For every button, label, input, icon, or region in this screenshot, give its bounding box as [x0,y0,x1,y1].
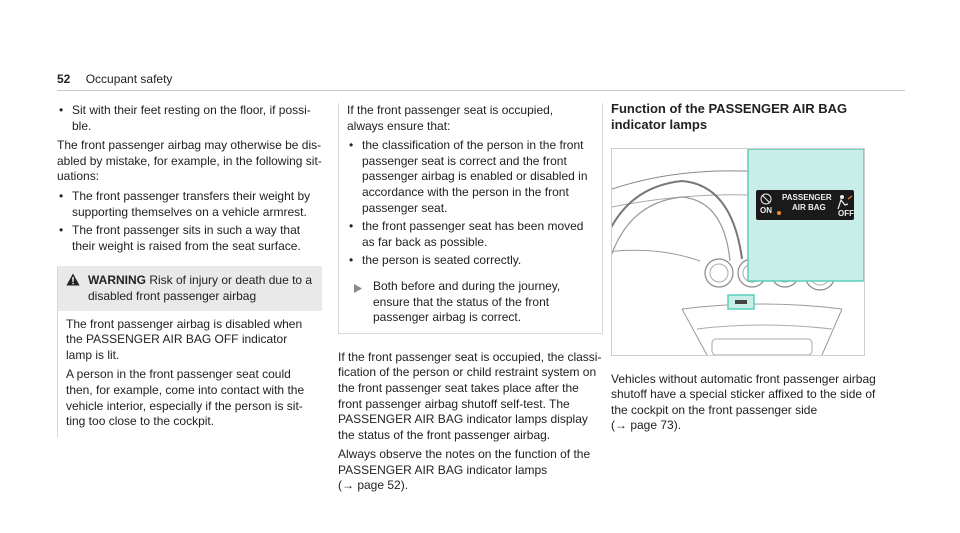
paragraph-text: Always observe the notes on the function of the PASSENGER AIR BAG indicator lamps [338,447,591,477]
warning-paragraph: A person in the front passenger seat could then, for example, come into contact with the vehicle interior, especially if the person is sit-ting too close to the cockpit. [66,367,305,429]
caption-text: Vehicles without automatic front passenger airbag shutoff have a special sticker affixed to the side of the cockpit on the front passenger side [611,371,876,417]
paragraph [338,447,603,494]
page-reference: (→ page 73). [611,418,682,433]
dashboard-illustration [612,149,864,355]
section-title: Occupant safety [85,72,173,86]
step-arrow-icon [354,282,362,298]
warning-text [88,273,314,304]
section-heading: Function of the PASSENGER AIR BAG indicator lamps [611,101,848,133]
warning-header [58,266,322,310]
indicator-off-label: OFF [838,208,854,218]
warning-triangle-icon [66,273,80,304]
dashboard-figure [611,148,865,356]
warning-paragraph: The front passenger airbag is disabled when the PASSENGER AIR BAG OFF indicator lamp is lit. [66,316,303,362]
list-item: • Sit with their feet resting on the floor, if possi-ble. [57,103,322,134]
bullet-list-top [57,103,322,134]
column-middle [338,103,603,498]
page-header [57,72,172,88]
header-divider [57,90,905,91]
column-left [57,103,322,438]
warning-body [58,311,322,438]
indicator-passenger-label: PASSENGER [782,192,832,202]
list-item: • the front passenger seat has been moved as far back as possible. [347,219,592,250]
step-text: Both before and during the journey, ensure that the status of the front passenger airbag is correct. [373,278,561,325]
list-item: • the classification of the person in the front passenger seat is correct and the front passenger airbag is enabled or disabled in accordance with the person in the front passenger seat. [347,138,592,216]
list-item: • the person is seated correctly. [347,253,592,269]
indicator-airbag-label: AIR BAG [792,202,826,212]
box-intro: If the front passenger seat is occupied, always ensure that: [347,103,554,133]
list-item: • The front passenger sits in such a way that their weight is raised from the seat surface. [57,223,322,254]
box-bullet-list [347,138,592,269]
figure-caption [611,372,876,434]
bullet-list [57,189,322,254]
instruction-step [347,279,592,326]
warning-label: WARNING [88,273,146,288]
warning-summary: Risk of injury or death due to a disabled front passenger airbag [88,273,313,303]
page-reference: (→ page 52). [338,478,409,493]
warning-box [57,266,322,437]
paragraph: The front passenger airbag may otherwise be dis-abled by mistake, for example, in the following sit-uations: [57,138,322,184]
page-number: 52 [57,72,71,86]
paragraph: If the front passenger seat is occupied, the classi-fication of the person or child restraint system on the front passenger seat takes place after the front passenger airbag shutoff self-test. The PASSENGER AIR BAG indicator lamps display the status of the front passenger airbag. [338,349,602,442]
column-right [611,101,876,438]
list-item: • The front passenger transfers their weight by supporting themselves on a vehicle armrest. [57,189,322,220]
indicator-on-label: ON [760,205,772,215]
instruction-box [338,103,603,334]
